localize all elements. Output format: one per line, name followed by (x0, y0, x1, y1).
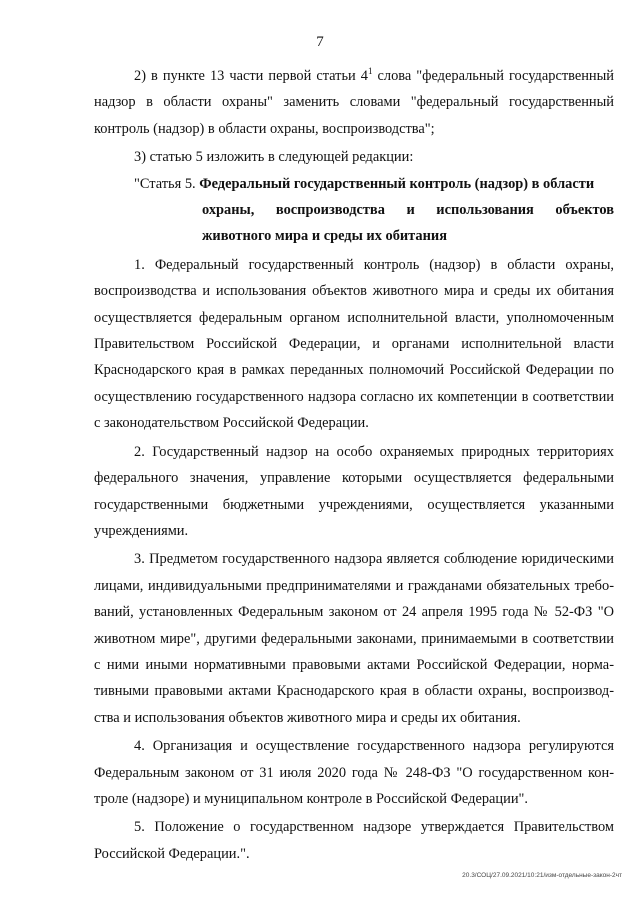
footer-file-reference: 20.3/СОЦ/27.09.2021/10:21/изм-отдельные-закон-2чт (462, 872, 622, 879)
item-2-text-after: слова "федеральный государственный надзор в области охраны" заменить словами "федеральный государственный контроль (надзор) в области охраны, воспроизводства"; (94, 68, 614, 137)
article-prefix: "Статья 5. (134, 175, 200, 192)
article-paragraph-5: 5. Положение о государственном надзоре утверждается Правительством Российской Федерации.". (94, 819, 614, 862)
article-title-line1: Федеральный государственный контроль (надзор) в области (199, 175, 595, 192)
article-paragraph-4: 4. Организация и осуществление государственного надзора регулируются Федеральным законом от 31 июля 2020 года № 248-ФЗ "О государственном контроле (надзоре) и муниципальном контроле в Российской Федерации". (94, 738, 614, 807)
document-body (94, 63, 614, 867)
article-paragraph-2: 2. Государственный надзор на особо охраняемых природных территориях федерального значения, управление которыми осуществляется федеральными государственными бюджетными учреждениями, осуществляется указанными учреждениями. (94, 443, 614, 539)
article-paragraph-3: 3. Предметом государственного надзора является соблюдение юридическими лицами, индивидуальными предпринимателями и гражданами обязательных требований, установленных Федеральным законом от 24 апреля 1995 года № 52-ФЗ "О животном мире", другими федеральными законами, принимаемыми в соответствии с ними иными нормативными правовыми актами Российской Федерации, нормативными правовыми актами Краснодарского края в области охраны, воспроизводства и использования объектов животного мира и среды их обитания. (94, 551, 614, 726)
amendment-item-3: 3) статью 5 изложить в следующей редакции: (134, 149, 414, 166)
article-heading (94, 171, 614, 197)
amendment-item-2 (94, 63, 614, 142)
item-2-text-before: 2) в пункте 13 части первой статьи 4 (134, 68, 368, 84)
item-2-superscript: 1 (367, 66, 373, 77)
article-title-continuation: охраны, воспроизводства и использования объектов животного мира и среды их обитания (202, 202, 614, 245)
page-number: 7 (316, 34, 324, 50)
article-paragraph-1: 1. Федеральный государственный контроль (надзор) в области охраны, воспроизводства и использования объектов животного мира и среды их обитания осуществляется федеральным органом исполнительной власти, уполномоченным Правительством Российской Федерации, и органами исполнительной власти Краснодарского края в рамках переданных полномочий Российской Федерации по осуществлению государственного надзора согласно их компетенции в соответствии с законодательством Российской Федерации. (94, 256, 614, 432)
